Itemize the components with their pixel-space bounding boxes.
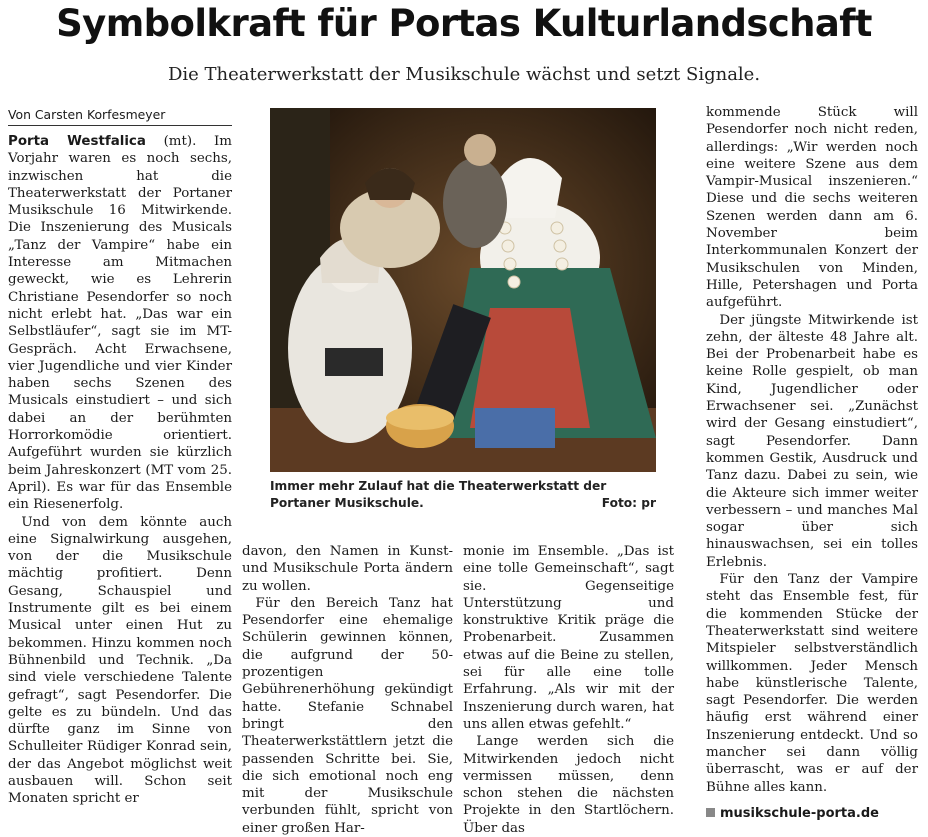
- square-bullet-icon: [706, 808, 715, 817]
- dateline: Porta Westfalica: [8, 134, 146, 149]
- paragraph: Für den Tanz der Vampire steht das Ensemble fest, für die kommenden Stücke der Theaterwerkstatt sind weitere Mitspieler selbstverständlich willkommen. Jeder Mensch habe künstlerische Talente, sagt Pesendorfer. Die werden häufig erst während einer Inszenierung entdeckt. Und so mancher sei dann völlig überrascht, was er auf der Bühne alles kann.: [706, 572, 918, 795]
- column-3: [463, 543, 674, 837]
- website-link[interactable]: [706, 805, 918, 822]
- subheadline: Die Theaterwerkstatt der Musikschule wächst und setzt Signale.: [167, 64, 761, 85]
- theater-scene-image: [270, 108, 656, 472]
- photo-caption: [270, 478, 656, 512]
- paragraph: kommende Stück will Pesendorfer noch nicht reden, allerdings: „Wir werden noch eine weitere Szene aus dem Vampir-Musical inszenieren.“ Diese und die sechs weiteren Szenen werden dann am 6. November beim Interkommunalen Konzert der Musikschulen von Minden, Hille, Petershagen und Porta aufgeführt.: [706, 105, 918, 311]
- paragraph: Lange werden sich die Mitwirkenden jedoch nicht vermissen müssen, denn schon stehen die nächsten Projekte in den Startlöchern. Über das: [463, 734, 674, 836]
- byline: Von Carsten Korfesmeyer: [8, 106, 232, 126]
- caption-text: Immer mehr Zulauf hat die Theaterwerkstatt der Portaner Musikschule.: [270, 479, 607, 510]
- column-1: [8, 106, 232, 808]
- paragraph: Und von dem könnte auch eine Signalwirkung ausgehen, von der die Musikschule mächtig profitiert. Denn Gesang, Schauspiel und Instrumente gilt es bei einem Musical unter einen Hut zu bekommen. Hinzu kommen noch Bühnenbild und Technik. „Da sind viele verschiedene Talente gefragt“, sagt Pesendorfer. Die gelte es zu bündeln. Und das dürfte ganz im Sinne von Schulleiter Rüdiger Konrad sein, der das Angebot möglichst weit ausbauen will. Schon seit Monaten spricht er: [8, 514, 232, 807]
- paragraph: davon, den Namen in Kunst- und Musikschule Porta ändern zu wollen.: [242, 544, 453, 594]
- headline: Symbolkraft für Portas Kulturlandschaft: [56, 2, 872, 45]
- paragraph: Der jüngste Mitwirkende ist zehn, der älteste 48 Jahre alt. Bei der Probenarbeit habe es keine Rolle gespielt, ob man Kind, Jugendlicher oder Erwachsener sei. „Zunächst wird der Gesang einstudiert“, sagt Pesendorfer. Dann kommen Gestik, Ausdruck und Tanz dazu. Dabei zu sein, wie die Akteure sich immer weiter verbessern – und manches Mal sogar über sich hinauswachsen, sei ein tolles Erlebnis.: [706, 312, 918, 570]
- photo-credit: Foto: pr: [601, 496, 656, 510]
- link-text[interactable]: musikschule-porta.de: [720, 805, 879, 821]
- paragraph: Für den Bereich Tanz hat Pesendorfer eine ehemalige Schülerin gewinnen können, die aufgrund der 50-prozentigen Gebührenerhöhung gekündigt hatte. Stefanie Schnabel bringt den Theaterwerkstättlern jetzt die passenden Schritte bei. Sie, die sich emotional noch eng mit der Musikschule verbunden fühlt, spricht von einer großen Har-: [242, 595, 453, 836]
- column-2: [242, 543, 453, 837]
- paragraph: monie im Ensemble. „Das ist eine tolle Gemeinschaft“, sagt sie. Gegenseitige Unterstützung und konstruktive Kritik präge die Probenarbeit. Zusammen etwas auf die Beine zu stellen, sei für alle eine tolle Erfahrung. „Als wir mit der Inszenierung durch waren, hat uns allen etwas gefehlt.“: [463, 544, 674, 732]
- column-4: [706, 104, 918, 822]
- paragraph: Porta Westfalica (mt). Im Vorjahr waren es noch sechs, inzwischen hat die Theaterwerkstatt der Portaner Musikschule 16 Mitwirkende. Die Inszenierung des Musicals „Tanz der Vampire“ habe ein Interesse am Mitmachen geweckt, wie es Lehrerin Christiane Pesendorfer so noch nicht erlebt hat. „Das war ein Selbstläufer“, sagt sie im MT-Gespräch. Acht Erwachsene, vier Jugendliche und vier Kinder haben sechs Szenen des Musicals einstudiert – und sich dabei an der berühmten Horrorkomödie orientiert. Aufgeführt wurden sie kürzlich beim Jahreskonzert (MT vom 25. April). Es war für das Ensemble ein Riesenerfolg.: [8, 134, 232, 513]
- article-photo: [270, 108, 656, 472]
